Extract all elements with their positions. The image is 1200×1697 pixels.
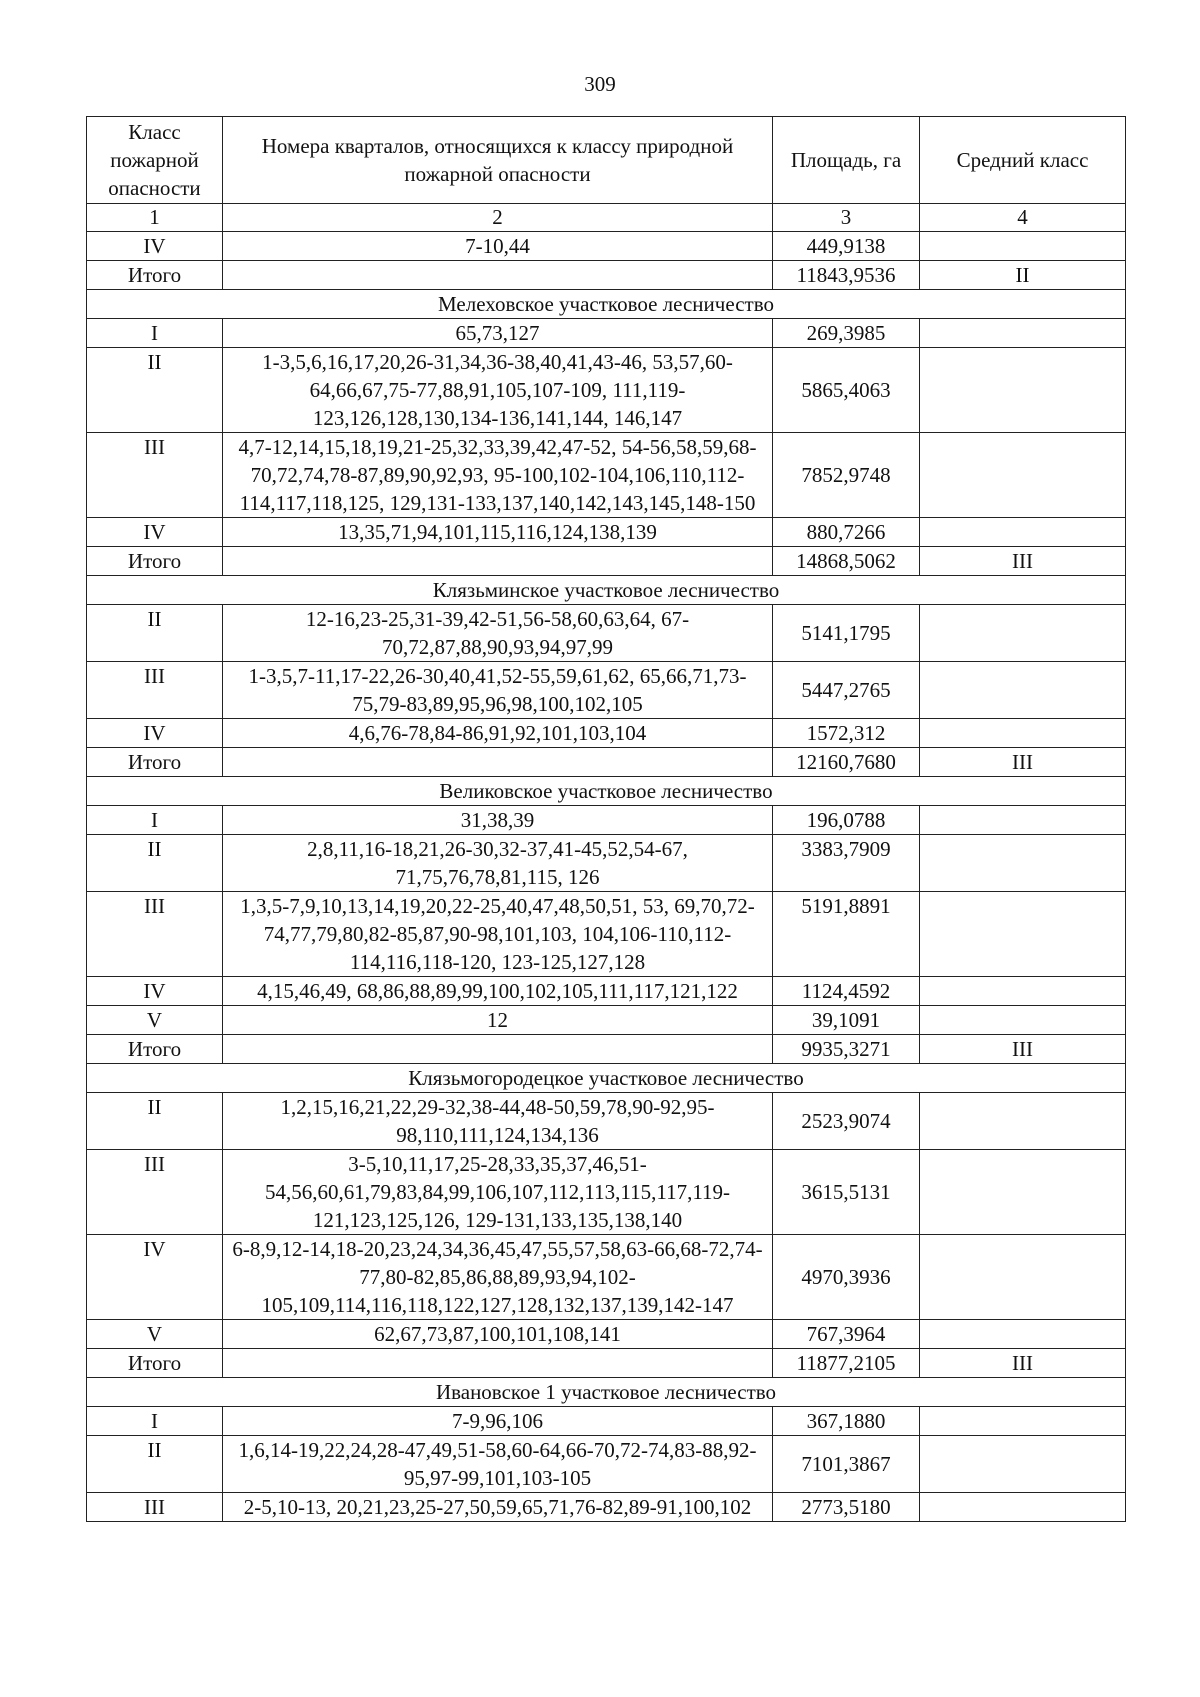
table-row <box>87 662 1126 719</box>
fire-class-cell: I <box>87 319 223 348</box>
area-cell: 1572,312 <box>773 719 920 748</box>
table-row <box>87 1436 1126 1493</box>
area-cell: 5191,8891 <box>773 892 920 977</box>
fire-class-cell: III <box>87 662 223 719</box>
fire-class-cell: IV <box>87 518 223 547</box>
table-row <box>87 1320 1126 1349</box>
area-cell: 11843,9536 <box>773 261 920 290</box>
average-class-cell <box>920 1436 1126 1493</box>
forestry-section-row <box>87 1378 1126 1407</box>
quarter-numbers-cell <box>223 1035 773 1064</box>
quarter-numbers-cell: 7-9,96,106 <box>223 1407 773 1436</box>
header-fire-class: Класс пожарной опасности <box>87 117 223 204</box>
area-cell: 2773,5180 <box>773 1493 920 1522</box>
column-number: 2 <box>223 204 773 232</box>
fire-class-cell: Итого <box>87 1035 223 1064</box>
total-row <box>87 261 1126 290</box>
quarter-numbers-cell: 62,67,73,87,100,101,108,141 <box>223 1320 773 1349</box>
average-class-cell <box>920 319 1126 348</box>
quarter-numbers-cell: 2,8,11,16-18,21,26-30,32-37,41-45,52,54-67, 71,75,76,78,81,115, 126 <box>223 835 773 892</box>
area-cell: 767,3964 <box>773 1320 920 1349</box>
average-class-cell <box>920 1320 1126 1349</box>
average-class-cell: III <box>920 1035 1126 1064</box>
area-cell: 196,0788 <box>773 806 920 835</box>
fire-class-cell: II <box>87 605 223 662</box>
fire-class-cell: III <box>87 433 223 518</box>
table-row <box>87 1493 1126 1522</box>
table-row <box>87 892 1126 977</box>
table-row <box>87 319 1126 348</box>
fire-class-cell: IV <box>87 977 223 1006</box>
area-cell: 3383,7909 <box>773 835 920 892</box>
quarter-numbers-cell: 1-3,5,7-11,17-22,26-30,40,41,52-55,59,61,62, 65,66,71,73-75,79-83,89,95,96,98,100,102,105 <box>223 662 773 719</box>
average-class-cell <box>920 518 1126 547</box>
average-class-cell: II <box>920 261 1126 290</box>
fire-class-cell: III <box>87 892 223 977</box>
table-row <box>87 719 1126 748</box>
average-class-cell <box>920 1407 1126 1436</box>
quarter-numbers-cell: 4,15,46,49, 68,86,88,89,99,100,102,105,111,117,121,122 <box>223 977 773 1006</box>
average-class-cell <box>920 806 1126 835</box>
average-class-cell <box>920 348 1126 433</box>
total-row <box>87 547 1126 576</box>
table-row <box>87 605 1126 662</box>
fire-class-cell: IV <box>87 719 223 748</box>
quarter-numbers-cell: 1,3,5-7,9,10,13,14,19,20,22-25,40,47,48,50,51, 53, 69,70,72-74,77,79,80,82-85,87,90-98,101,103, 104,106-110,112-114,116,118-120, 123-125,127,128 <box>223 892 773 977</box>
area-cell: 3615,5131 <box>773 1150 920 1235</box>
average-class-cell <box>920 662 1126 719</box>
quarter-numbers-cell <box>223 1349 773 1378</box>
forestry-section-title: Клязьмогородецкое участковое лесничество <box>87 1064 1126 1093</box>
area-cell: 269,3985 <box>773 319 920 348</box>
table-row <box>87 835 1126 892</box>
area-cell: 1124,4592 <box>773 977 920 1006</box>
average-class-cell: III <box>920 547 1126 576</box>
quarter-numbers-cell: 4,6,76-78,84-86,91,92,101,103,104 <box>223 719 773 748</box>
area-cell: 7852,9748 <box>773 433 920 518</box>
forestry-section-row <box>87 290 1126 319</box>
forestry-section-title: Великовское участковое лесничество <box>87 777 1126 806</box>
average-class-cell <box>920 835 1126 892</box>
area-cell: 14868,5062 <box>773 547 920 576</box>
column-number-row <box>87 204 1126 232</box>
fire-class-cell: Итого <box>87 547 223 576</box>
forestry-section-title: Клязьминское участковое лесничество <box>87 576 1126 605</box>
table-row <box>87 232 1126 261</box>
area-cell: 7101,3867 <box>773 1436 920 1493</box>
area-cell: 449,9138 <box>773 232 920 261</box>
quarter-numbers-cell: 13,35,71,94,101,115,116,124,138,139 <box>223 518 773 547</box>
total-row <box>87 748 1126 777</box>
quarter-numbers-cell: 12-16,23-25,31-39,42-51,56-58,60,63,64, 67-70,72,87,88,90,93,94,97,99 <box>223 605 773 662</box>
quarter-numbers-cell: 6-8,9,12-14,18-20,23,24,34,36,45,47,55,57,58,63-66,68-72,74-77,80-82,85,86,88,89,93,94,102-105,109,114,116,118,122,127,128,132,137,139,142-147 <box>223 1235 773 1320</box>
average-class-cell <box>920 1235 1126 1320</box>
area-cell: 367,1880 <box>773 1407 920 1436</box>
table-row <box>87 1235 1126 1320</box>
fire-class-cell: II <box>87 1093 223 1150</box>
average-class-cell <box>920 719 1126 748</box>
average-class-cell: III <box>920 748 1126 777</box>
average-class-cell <box>920 892 1126 977</box>
quarter-numbers-cell: 31,38,39 <box>223 806 773 835</box>
fire-class-cell: V <box>87 1320 223 1349</box>
forestry-section-row <box>87 576 1126 605</box>
forestry-section-row <box>87 1064 1126 1093</box>
table-row <box>87 1150 1126 1235</box>
area-cell: 5865,4063 <box>773 348 920 433</box>
average-class-cell <box>920 232 1126 261</box>
quarter-numbers-cell: 1,2,15,16,21,22,29-32,38-44,48-50,59,78,90-92,95-98,110,111,124,134,136 <box>223 1093 773 1150</box>
area-cell: 4970,3936 <box>773 1235 920 1320</box>
fire-class-cell: I <box>87 1407 223 1436</box>
table-row <box>87 1006 1126 1035</box>
fire-class-cell: Итого <box>87 261 223 290</box>
fire-class-cell: I <box>87 806 223 835</box>
table-row <box>87 348 1126 433</box>
quarter-numbers-cell: 2-5,10-13, 20,21,23,25-27,50,59,65,71,76-82,89-91,100,102 <box>223 1493 773 1522</box>
average-class-cell <box>920 1006 1126 1035</box>
total-row <box>87 1349 1126 1378</box>
fire-class-cell: II <box>87 348 223 433</box>
average-class-cell: III <box>920 1349 1126 1378</box>
area-cell: 5141,1795 <box>773 605 920 662</box>
fire-class-cell: III <box>87 1150 223 1235</box>
table-header-row <box>87 117 1126 204</box>
average-class-cell <box>920 1150 1126 1235</box>
table-row <box>87 518 1126 547</box>
average-class-cell <box>920 605 1126 662</box>
column-number: 1 <box>87 204 223 232</box>
forestry-section-row <box>87 777 1126 806</box>
average-class-cell <box>920 1493 1126 1522</box>
fire-class-cell: II <box>87 1436 223 1493</box>
header-quarter-numbers: Номера кварталов, относящихся к классу природной пожарной опасности <box>223 117 773 204</box>
table-body <box>87 232 1126 1522</box>
area-cell: 39,1091 <box>773 1006 920 1035</box>
quarter-numbers-cell: 12 <box>223 1006 773 1035</box>
table-row <box>87 1407 1126 1436</box>
fire-class-cell: Итого <box>87 1349 223 1378</box>
fire-class-cell: V <box>87 1006 223 1035</box>
area-cell: 11877,2105 <box>773 1349 920 1378</box>
fire-class-table <box>86 116 1126 1522</box>
table-row <box>87 977 1126 1006</box>
quarter-numbers-cell <box>223 748 773 777</box>
area-cell: 9935,3271 <box>773 1035 920 1064</box>
table-row <box>87 1093 1126 1150</box>
area-cell: 5447,2765 <box>773 662 920 719</box>
fire-class-cell: IV <box>87 1235 223 1320</box>
quarter-numbers-cell <box>223 261 773 290</box>
average-class-cell <box>920 1093 1126 1150</box>
quarter-numbers-cell: 4,7-12,14,15,18,19,21-25,32,33,39,42,47-52, 54-56,58,59,68-70,72,74,78-87,89,90,92,93, 95-100,102-104,106,110,112-114,117,118,125, 129,131-133,137,140,142,143,145,148-150 <box>223 433 773 518</box>
quarter-numbers-cell: 1,6,14-19,22,24,28-47,49,51-58,60-64,66-70,72-74,83-88,92-95,97-99,101,103-105 <box>223 1436 773 1493</box>
table-row <box>87 433 1126 518</box>
table-row <box>87 806 1126 835</box>
forestry-section-title: Мелеховское участковое лесничество <box>87 290 1126 319</box>
fire-class-cell: Итого <box>87 748 223 777</box>
fire-class-cell: III <box>87 1493 223 1522</box>
area-cell: 12160,7680 <box>773 748 920 777</box>
quarter-numbers-cell: 3-5,10,11,17,25-28,33,35,37,46,51-54,56,60,61,79,83,84,99,106,107,112,113,115,117,119-121,123,125,126, 129-131,133,135,138,140 <box>223 1150 773 1235</box>
average-class-cell <box>920 433 1126 518</box>
column-number: 4 <box>920 204 1126 232</box>
forestry-section-title: Ивановское 1 участковое лесничество <box>87 1378 1126 1407</box>
fire-class-cell: II <box>87 835 223 892</box>
total-row <box>87 1035 1126 1064</box>
column-number: 3 <box>773 204 920 232</box>
area-cell: 2523,9074 <box>773 1093 920 1150</box>
quarter-numbers-cell: 7-10,44 <box>223 232 773 261</box>
quarter-numbers-cell: 65,73,127 <box>223 319 773 348</box>
page-number: 309 <box>584 72 616 96</box>
area-cell: 880,7266 <box>773 518 920 547</box>
average-class-cell <box>920 977 1126 1006</box>
quarter-numbers-cell: 1-3,5,6,16,17,20,26-31,34,36-38,40,41,43-46, 53,57,60-64,66,67,75-77,88,91,105,107-109, 111,119-123,126,128,130,134-136,141,144, 146,147 <box>223 348 773 433</box>
header-area: Площадь, га <box>773 117 920 204</box>
fire-class-cell: IV <box>87 232 223 261</box>
quarter-numbers-cell <box>223 547 773 576</box>
header-average-class: Средний класс <box>920 117 1126 204</box>
